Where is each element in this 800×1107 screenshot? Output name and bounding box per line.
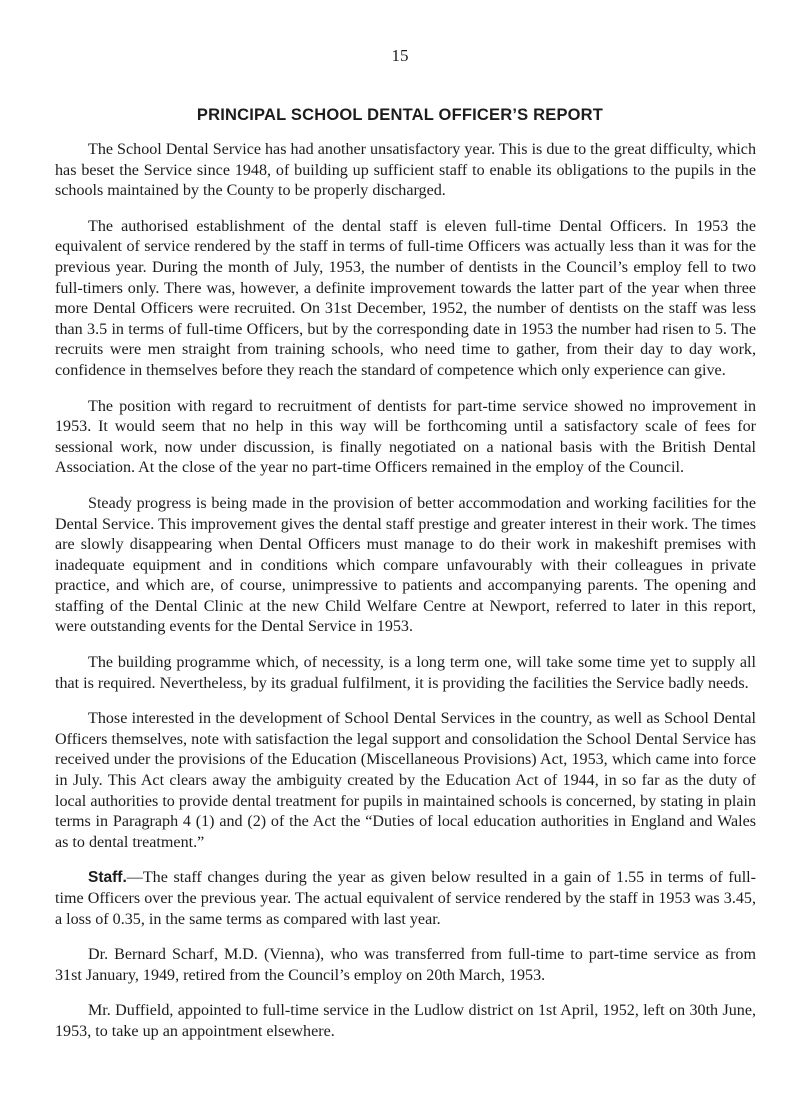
paragraph-text: Mr. Duffield, appointed to full-time service in the Ludlow district on 1st April, 1952, left on 30th June, 1953, to take up an appointment elsewhere. [55, 1002, 756, 1040]
paragraph-text: The School Dental Service has had another unsatisfactory year. This is due to the great difficulty, which has beset the Service since 1948, of building up sufficient staff to enable its obligations to the pupils in the schools maintained by the County to be properly discharged. [55, 141, 756, 200]
paragraph-building-programme [55, 653, 756, 694]
paragraph-text: The building programme which, of necessity, is a long term one, will take some time yet to supply all that is required. Nevertheless, by its gradual fulfilment, it is providing the facilities the Service badly needs. [55, 654, 756, 692]
paragraph-text: —The staff changes during the year as given below resulted in a gain of 1.55 in terms of full-time Officers over the previous year. The actual equivalent of service rendered by the staff in 1953 was 3.45, a loss of 0.35, in the same terms as compared with last year. [55, 869, 756, 928]
paragraph-text: The position with regard to recruitment of dentists for part-time service showed no improvement in 1953. It would seem that no help in this way will be forthcoming until a satisfactory scale of fees for sessional work, now under discussion, is finally negotiated on a national basis with the British Dental Association. At the close of the year no part-time Officers remained in the employ of the Council. [55, 397, 756, 477]
paragraph-difficulty [55, 140, 756, 202]
paragraph-text: Steady progress is being made in the provision of better accommodation and working facilities for the Dental Service. This improvement gives the dental staff prestige and greater interest in their work. The times are slowly disappearing when Dental Officers must manage to do their work in makeshift premises with inadequate equipment and in conditions which compare unfavourably with their colleagues in private practice, and which are, of course, unimpressive to patients and accompanying parents. The opening and staffing of the Dental Clinic at the new Child Welfare Centre at Newport, referred to later in this report, were outstanding events for the Dental Service in 1953. [55, 494, 756, 636]
paragraph-dr-scharf [55, 945, 756, 986]
paragraph-accommodation [55, 494, 756, 638]
page-number: 15 [391, 46, 409, 65]
paragraph-establishment [55, 217, 756, 382]
paragraph-education-act [55, 709, 756, 853]
paragraph-mr-duffield [55, 1001, 756, 1042]
paragraph-lead-heading: Staff. [88, 869, 127, 887]
paragraph-part-time-recruitment [55, 397, 756, 479]
paragraph-text: Those interested in the development of School Dental Services in the country, as well as School Dental Officers themselves, note with satisfaction the legal support and consolidation the School Dental Service has received under the provisions of the Education (Miscellaneous Provisions) Act, 1953, which came into force in July. This Act clears away the ambiguity created by the Education Act of 1944, in so far as the duty of local authorities to provide dental treatment for pupils in maintained schools is concerned, by stating in plain terms in Paragraph 4 (1) and (2) of the Act the “Duties of local education authorities in England and Wales as to dental treatment.” [55, 710, 756, 851]
paragraph-text: The authorised establishment of the dental staff is eleven full-time Dental Officers. In 1953 the equivalent of service rendered by the staff in terms of full-time Officers was actually less than it was for the previous year. During the month of July, 1953, the number of dentists in the Council’s employ fell to two full-timers only. There was, however, a definite improvement towards the latter part of the year when three more Dental Officers were recruited. On 31st December, 1952, the number of dentists on the staff was less than 3.5 in terms of full-time Officers, but by the corresponding date in 1953 the number had risen to 5. The recruits were men straight from training schools, who need time to gather, from their day to day work, confidence in themselves before they reach the standard of competence which only experience can give. [55, 217, 756, 379]
paragraph-text: Dr. Bernard Scharf, M.D. (Vienna), who was transferred from full-time to part-time service as from 31st January, 1949, retired from the Council’s employ on 20th March, 1953. [55, 946, 756, 984]
paragraph-staff [55, 868, 756, 930]
report-title: PRINCIPAL SCHOOL DENTAL OFFICER’S REPORT [196, 106, 604, 124]
report-body [55, 140, 756, 1058]
